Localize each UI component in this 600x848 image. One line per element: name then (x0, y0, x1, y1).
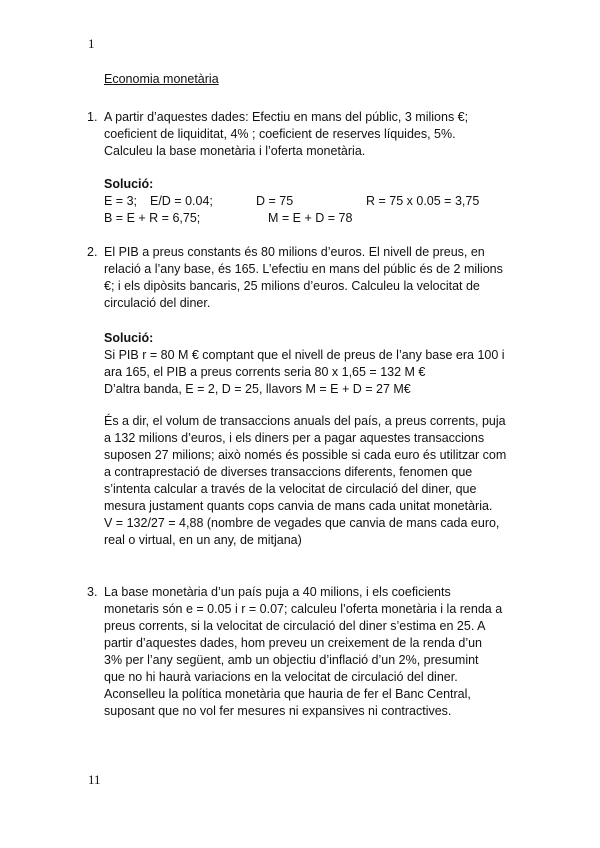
solution-1 (104, 176, 524, 227)
page-title: Economia monetària (104, 72, 219, 86)
solution-text-line: ara 165, el PIB a preus corrents seria 80 x 1,65 = 132 M € (104, 365, 426, 379)
question-text-line: preus corrents, si la velocitat de circulació del diner s’estima en 25. A (104, 619, 486, 633)
question-number: 1. (87, 110, 98, 124)
formula-text: E/D = 0.04; (150, 194, 213, 208)
question-text-line: coeficient de liquiditat, 4% ; coeficient de reserves líquides, 5%. (104, 127, 456, 141)
question-text-line: A partir d’aquestes dades: Efectiu en mans del públic, 3 milions €; (104, 110, 469, 124)
question-text-line: Aconselleu la política monetària que hauria de fer el Banc Central, (104, 687, 471, 701)
top-page-number: 1 (88, 36, 95, 51)
question-text-line: La base monetària d’un país puja a 40 milions, i els coeficients (104, 585, 451, 599)
solution-label: Solució: (104, 177, 154, 191)
explanation-line: real o virtual, en un any, de mitjana) (104, 533, 302, 547)
question-text-line: 3% per l’any següent, amb un objectiu d’inflació d’un 2%, presumint (104, 653, 479, 667)
question-text-line: Calculeu la base monetària i l’oferta monetària. (104, 144, 366, 158)
question-text-line: El PIB a preus constants és 80 milions d’euros. El nivell de preus, en (104, 245, 485, 259)
solution-2 (104, 330, 524, 398)
formula-text: D = 75 (256, 194, 294, 208)
question-text-line: monetaris són e = 0.05 i r = 0.07; calculeu l’oferta monetària i la renda a (104, 602, 503, 616)
explanation-2 (104, 413, 524, 549)
explanation-line: a 132 milions d’euros, i els diners per a pagar aquestes transaccions (104, 431, 485, 445)
question-3 (87, 584, 524, 720)
question-text-line: €; i els dipòsits bancaris, 25 milions d’euros. Calculeu la velocitat de (104, 279, 480, 293)
solution-row (104, 193, 524, 210)
formula-text: E = 3; (104, 194, 138, 208)
solution-text-line: Si PIB r = 80 M € comptant que el nivell de preus de l’any base era 100 i (104, 348, 505, 362)
question-2 (87, 244, 524, 312)
explanation-line: V = 132/27 = 4,88 (nombre de vegades que canvia de mans cada euro, (104, 516, 500, 530)
question-text-line: partir d’aquestes dades, hom preveu un creixement de la renda d’un (104, 636, 483, 650)
explanation-line: suposen 27 milions; això només és possible si cada euro és utilitzar com (104, 448, 507, 462)
explanation-line: mesura justament quants cops canvia de mans cada unitat monetària. (104, 499, 493, 513)
solution-row (104, 210, 524, 227)
question-number: 3. (87, 585, 98, 599)
question-text-line: que no hi haurà variacions en la velocitat de circulació del diner. (104, 670, 458, 684)
formula-text: R = 75 x 0.05 = 3,75 (366, 194, 480, 208)
question-text-line: suposant que no vol fer mesures ni expansives ni contractives. (104, 704, 452, 718)
formula-text: M = E + D = 78 (268, 211, 353, 225)
formula-text: B = E + R = 6,75; (104, 211, 201, 225)
question-text-line: relació a l’any base, és 165. L’efectiu en mans del públic és de 2 milions (104, 262, 503, 276)
bottom-page-number: 11 (88, 772, 101, 787)
explanation-line: a contraprestació de diverses transaccions diferents, fenomen que (104, 465, 473, 479)
explanation-line: És a dir, el volum de transaccions anuals del país, a preus corrents, puja (104, 414, 506, 428)
question-number: 2. (87, 245, 98, 259)
question-text-line: circulació del diner. (104, 296, 211, 310)
solution-text-line: D’altra banda, E = 2, D = 25, llavors M = E + D = 27 M€ (104, 382, 411, 396)
solution-label: Solució: (104, 331, 154, 345)
explanation-line: s’intenta calcular a través de la velocitat de circulació del diner, que (104, 482, 477, 496)
question-1 (87, 109, 524, 160)
